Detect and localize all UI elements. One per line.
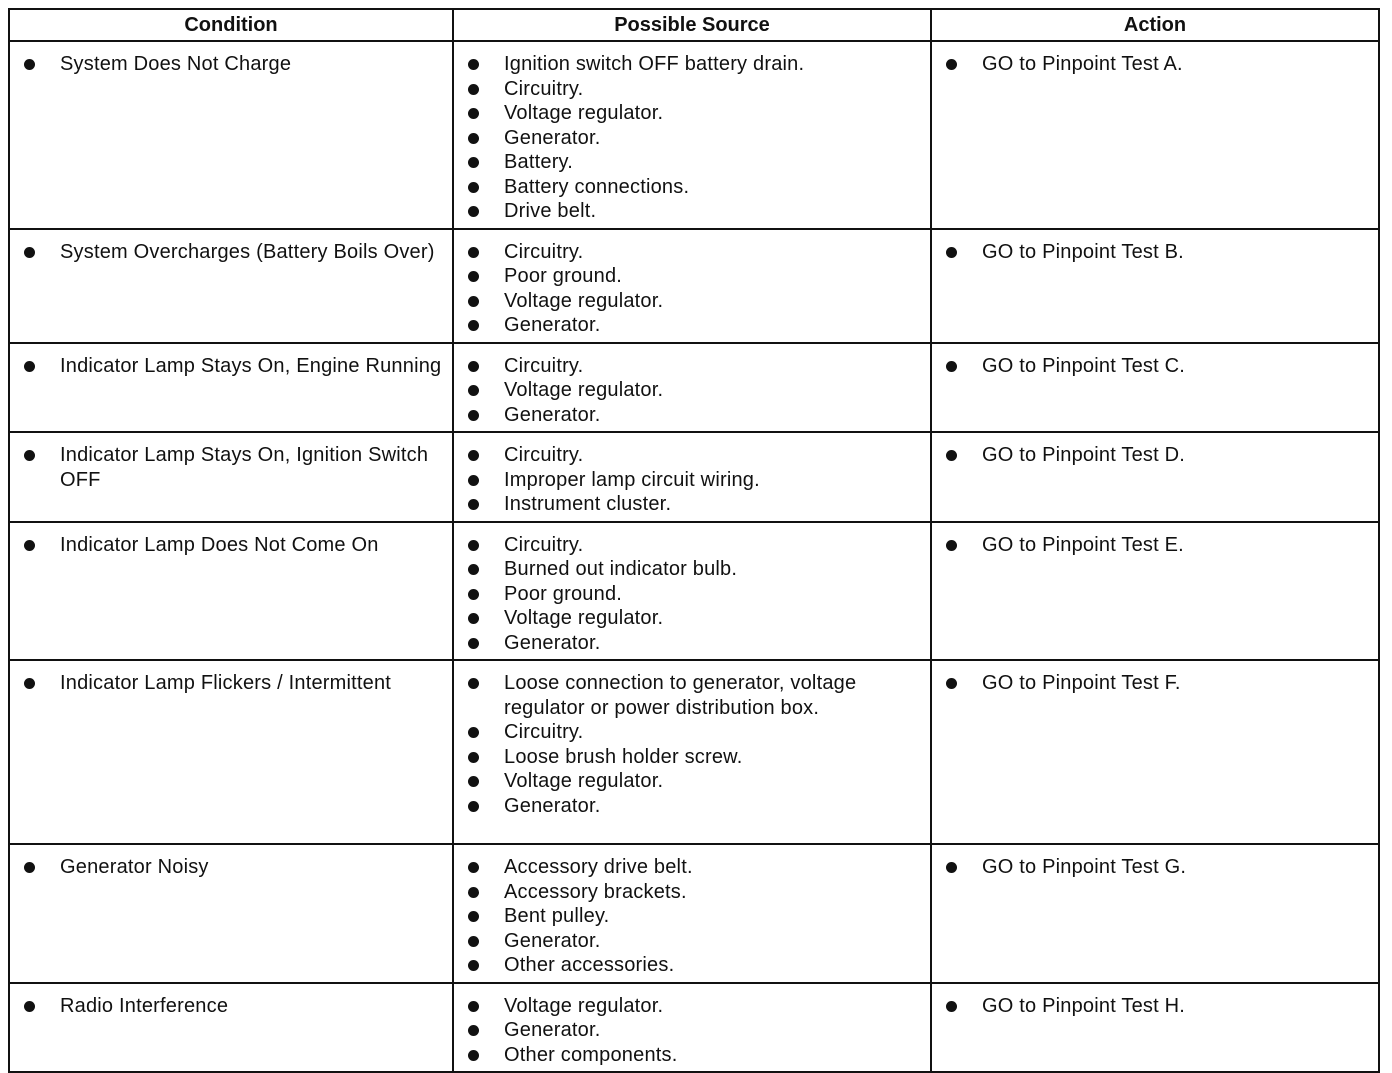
list-item <box>466 904 924 929</box>
list-item <box>466 240 924 265</box>
bullet-icon <box>468 613 479 624</box>
list-item <box>944 354 1372 379</box>
bullet-icon <box>468 752 479 763</box>
header-action: Action <box>931 9 1379 41</box>
source-cell <box>453 229 931 343</box>
list-item <box>22 240 446 265</box>
table-row <box>9 432 1379 522</box>
bullet-icon <box>468 1001 479 1012</box>
list-item <box>466 953 924 978</box>
list-item <box>466 769 924 794</box>
action-list <box>932 344 1378 383</box>
action-text: GO to Pinpoint Test H. <box>982 994 1186 1017</box>
source-text: Other components. <box>504 1043 678 1066</box>
source-list <box>454 523 930 660</box>
source-text: Circuitry. <box>504 533 584 556</box>
table-row <box>9 343 1379 433</box>
header-condition: Condition <box>9 9 453 41</box>
list-item <box>466 52 924 77</box>
condition-text: Indicator Lamp Does Not Come On <box>60 533 379 556</box>
source-text: Circuitry. <box>504 444 584 466</box>
source-text: Accessory brackets. <box>504 880 687 903</box>
list-item <box>466 126 924 151</box>
source-list <box>454 984 930 1072</box>
bullet-icon <box>24 59 35 70</box>
bullet-icon <box>24 450 35 461</box>
bullet-icon <box>468 385 479 396</box>
action-list <box>932 433 1378 472</box>
list-item <box>466 175 924 200</box>
bullet-icon <box>468 727 479 738</box>
condition-cell <box>9 229 453 343</box>
bullet-icon <box>946 678 957 689</box>
bullet-icon <box>24 361 35 372</box>
list-item <box>466 443 924 468</box>
source-text: Ignition switch OFF battery drain. <box>504 53 805 75</box>
condition-text: Indicator Lamp Stays On, Ignition Switch OFF <box>60 444 429 491</box>
action-cell <box>931 41 1379 229</box>
action-list <box>932 845 1378 884</box>
action-cell <box>931 343 1379 433</box>
bullet-icon <box>468 540 479 551</box>
list-item <box>22 443 446 492</box>
table-row <box>9 229 1379 343</box>
bullet-icon <box>468 638 479 649</box>
source-cell <box>453 343 931 433</box>
list-item <box>944 994 1372 1019</box>
list-item <box>466 794 924 819</box>
condition-text: Generator Noisy <box>60 856 209 878</box>
list-item <box>466 1018 924 1043</box>
bullet-icon <box>946 59 957 70</box>
list-item <box>466 150 924 175</box>
condition-cell <box>9 983 453 1073</box>
source-text: Generator. <box>504 794 601 817</box>
bullet-icon <box>468 862 479 873</box>
table-row <box>9 41 1379 229</box>
list-item <box>466 880 924 905</box>
list-item <box>944 52 1372 77</box>
condition-cell <box>9 660 453 844</box>
source-text: Voltage regulator. <box>504 102 664 124</box>
bullet-icon <box>468 247 479 258</box>
list-item <box>466 403 924 428</box>
list-item <box>466 101 924 126</box>
source-cell <box>453 660 931 844</box>
bullet-icon <box>468 936 479 947</box>
source-cell <box>453 41 931 229</box>
bullet-icon <box>468 776 479 787</box>
source-text: Voltage regulator. <box>504 289 664 312</box>
bullet-icon <box>946 1001 957 1012</box>
source-cell <box>453 522 931 661</box>
source-text: Loose brush holder screw. <box>504 745 743 768</box>
bullet-icon <box>468 475 479 486</box>
condition-list <box>10 845 452 884</box>
bullet-icon <box>468 589 479 600</box>
source-text: Drive belt. <box>504 200 597 222</box>
bullet-icon <box>24 678 35 689</box>
action-text: GO to Pinpoint Test B. <box>982 240 1184 263</box>
source-list <box>454 433 930 521</box>
action-list <box>932 523 1378 562</box>
bullet-icon <box>468 887 479 898</box>
bullet-icon <box>946 450 957 461</box>
action-cell <box>931 844 1379 983</box>
action-cell <box>931 660 1379 844</box>
source-text: Voltage regulator. <box>504 379 664 401</box>
action-text: GO to Pinpoint Test D. <box>982 444 1186 466</box>
condition-cell <box>9 41 453 229</box>
action-text: GO to Pinpoint Test F. <box>982 672 1181 694</box>
bullet-icon <box>468 1050 479 1061</box>
bullet-icon <box>468 801 479 812</box>
bullet-icon <box>468 361 479 372</box>
bullet-icon <box>24 862 35 873</box>
list-item <box>944 671 1372 696</box>
list-item <box>466 720 924 745</box>
source-text: Accessory drive belt. <box>504 856 693 878</box>
bullet-icon <box>468 296 479 307</box>
source-text: Bent pulley. <box>504 905 610 927</box>
list-item <box>466 606 924 631</box>
condition-cell <box>9 844 453 983</box>
action-list <box>932 984 1378 1023</box>
condition-cell <box>9 432 453 522</box>
bullet-icon <box>468 157 479 168</box>
action-list <box>932 661 1378 700</box>
condition-text: Indicator Lamp Flickers / Intermittent <box>60 672 392 694</box>
list-item <box>466 289 924 314</box>
source-list <box>454 42 930 228</box>
condition-cell <box>9 522 453 661</box>
source-text: Generator. <box>504 126 601 149</box>
bullet-icon <box>468 59 479 70</box>
list-item <box>22 354 446 379</box>
source-list <box>454 661 930 822</box>
bullet-icon <box>468 564 479 575</box>
list-item <box>466 557 924 582</box>
source-text: Voltage regulator. <box>504 607 664 629</box>
source-cell <box>453 844 931 983</box>
list-item <box>466 533 924 558</box>
list-item <box>22 855 446 880</box>
list-item <box>466 631 924 656</box>
source-list <box>454 845 930 982</box>
list-item <box>466 855 924 880</box>
bullet-icon <box>468 182 479 193</box>
bullet-icon <box>946 361 957 372</box>
action-text: GO to Pinpoint Test G. <box>982 856 1187 878</box>
table-row <box>9 660 1379 844</box>
list-item <box>944 240 1372 265</box>
bullet-icon <box>468 1025 479 1036</box>
action-cell <box>931 229 1379 343</box>
header-row <box>9 9 1379 41</box>
condition-list <box>10 344 452 383</box>
list-item <box>466 671 924 720</box>
source-text: Voltage regulator. <box>504 994 664 1017</box>
source-text: Instrument cluster. <box>504 493 672 515</box>
list-item <box>466 492 924 517</box>
list-item <box>944 855 1372 880</box>
source-text: Circuitry. <box>504 240 584 263</box>
condition-list <box>10 661 452 700</box>
source-text: Circuitry. <box>504 354 584 377</box>
condition-text: Radio Interference <box>60 994 229 1017</box>
condition-text: System Overcharges (Battery Boils Over) <box>60 240 435 263</box>
source-text: Loose connection to generator, voltage regulator or power distribution box. <box>504 672 857 719</box>
source-text: Burned out indicator bulb. <box>504 558 738 580</box>
condition-list <box>10 42 452 81</box>
list-item <box>466 994 924 1019</box>
source-text: Generator. <box>504 403 601 426</box>
condition-list <box>10 984 452 1023</box>
list-item <box>466 77 924 102</box>
bullet-icon <box>24 540 35 551</box>
source-cell <box>453 983 931 1073</box>
source-text: Circuitry. <box>504 77 584 100</box>
action-cell <box>931 522 1379 661</box>
source-text: Poor ground. <box>504 582 623 605</box>
source-cell <box>453 432 931 522</box>
action-cell <box>931 432 1379 522</box>
source-text: Other accessories. <box>504 954 675 976</box>
source-text: Battery connections. <box>504 175 690 198</box>
condition-text: Indicator Lamp Stays On, Engine Running <box>60 354 442 377</box>
list-item <box>466 745 924 770</box>
source-text: Battery. <box>504 151 574 173</box>
bullet-icon <box>24 1001 35 1012</box>
bullet-icon <box>468 320 479 331</box>
source-text: Generator. <box>504 631 601 654</box>
list-item <box>466 929 924 954</box>
source-text: Voltage regulator. <box>504 770 664 792</box>
table-row <box>9 844 1379 983</box>
bullet-icon <box>24 247 35 258</box>
bullet-icon <box>468 678 479 689</box>
condition-text: System Does Not Charge <box>60 53 292 75</box>
list-item <box>466 354 924 379</box>
list-item <box>944 443 1372 468</box>
source-text: Generator. <box>504 929 601 952</box>
bullet-icon <box>946 862 957 873</box>
table-row <box>9 983 1379 1073</box>
bullet-icon <box>468 133 479 144</box>
condition-list <box>10 433 452 496</box>
condition-list <box>10 523 452 562</box>
bullet-icon <box>468 271 479 282</box>
bullet-icon <box>946 540 957 551</box>
bullet-icon <box>468 960 479 971</box>
bullet-icon <box>468 108 479 119</box>
source-text: Generator. <box>504 1019 601 1041</box>
action-list <box>932 230 1378 269</box>
list-item <box>466 264 924 289</box>
source-text: Generator. <box>504 314 601 336</box>
list-item <box>466 468 924 493</box>
bullet-icon <box>468 84 479 95</box>
bullet-icon <box>468 206 479 217</box>
list-item <box>22 52 446 77</box>
list-item <box>22 994 446 1019</box>
source-list <box>454 230 930 342</box>
list-item <box>22 671 446 696</box>
table-row <box>9 522 1379 661</box>
source-list <box>454 344 930 432</box>
list-item <box>944 533 1372 558</box>
bullet-icon <box>468 911 479 922</box>
bullet-icon <box>946 247 957 258</box>
source-text: Poor ground. <box>504 265 623 287</box>
header-possible-source: Possible Source <box>453 9 931 41</box>
action-cell <box>931 983 1379 1073</box>
list-item <box>22 533 446 558</box>
condition-list <box>10 230 452 269</box>
bullet-icon <box>468 450 479 461</box>
action-text: GO to Pinpoint Test C. <box>982 354 1186 377</box>
list-item <box>466 582 924 607</box>
list-item <box>466 199 924 224</box>
action-list <box>932 42 1378 81</box>
list-item <box>466 1043 924 1068</box>
diagnosis-table <box>8 8 1380 1073</box>
action-text: GO to Pinpoint Test E. <box>982 533 1184 556</box>
bullet-icon <box>468 499 479 510</box>
bullet-icon <box>468 410 479 421</box>
condition-cell <box>9 343 453 433</box>
list-item <box>466 378 924 403</box>
source-text: Circuitry. <box>504 721 584 743</box>
action-text: GO to Pinpoint Test A. <box>982 53 1183 75</box>
list-item <box>466 313 924 338</box>
source-text: Improper lamp circuit wiring. <box>504 468 760 491</box>
